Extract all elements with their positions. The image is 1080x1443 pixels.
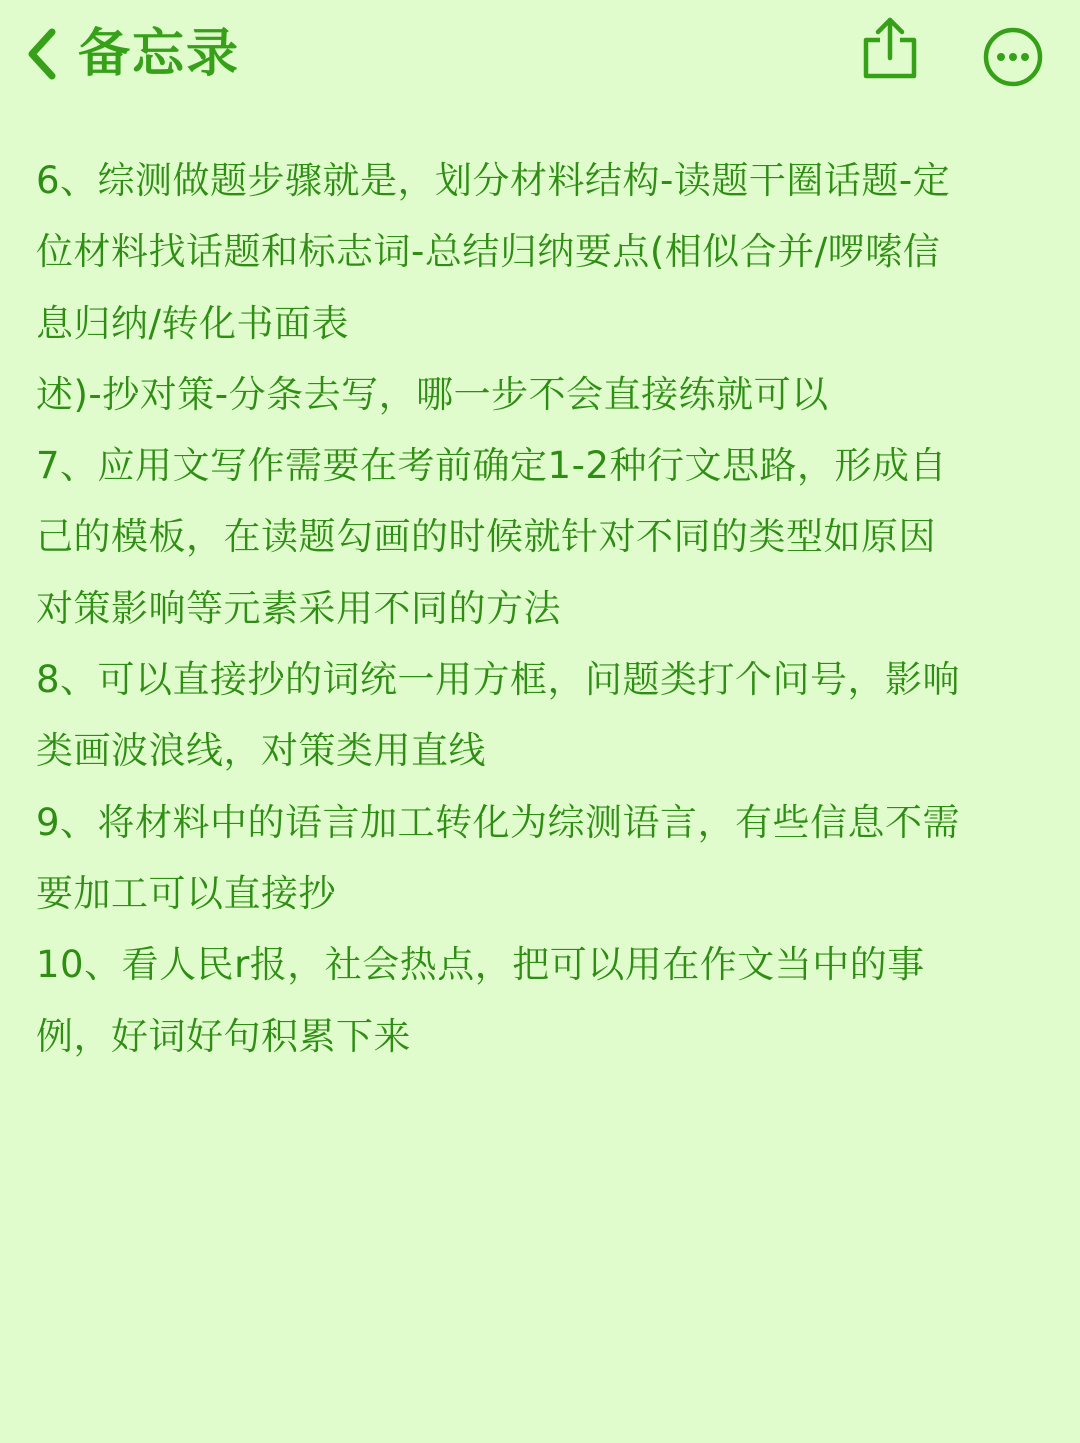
note-line: 己的模板，在读题勾画的时候就针对不同的类型如原因 [36,515,936,559]
note-line: 10、看人民r报，社会热点，把可以用在作文当中的事 [36,943,925,987]
note-line: 要加工可以直接抄 [36,871,336,915]
more-icon [982,26,1044,88]
back-label: 备忘录 [78,24,241,84]
note-body[interactable] [36,145,1046,1072]
note-line: 7、应用文写作需要在考前确定1-2种行文思路，形成自 [36,444,947,488]
note-line: 述)-抄对策-分条去写，哪一步不会直接练就可以 [36,372,829,416]
note-line: 9、将材料中的语言加工转化为综测语言，有些信息不需 [36,800,961,844]
more-button[interactable] [982,26,1044,88]
note-line: 8、可以直接抄的词统一用方框，问题类打个问号，影响 [36,658,961,702]
chevron-left-icon [24,26,58,82]
note-line: 6、综测做题步骤就是，划分材料结构-读题干圈话题-定 [36,159,951,202]
note-line: 位材料找话题和标志词-总结归纳要点(相似合并/啰嗦信 [36,230,941,274]
note-line: 对策影响等元素采用不同的方法 [36,586,561,630]
note-line: 例，好词好句积累下来 [36,1014,411,1058]
note-line: 类画波浪线，对策类用直线 [36,729,486,773]
share-button[interactable] [858,16,922,82]
navigation-bar [0,0,1080,110]
note-line: 息归纳/转化书面表 [36,301,349,345]
back-button[interactable] [24,22,240,86]
share-icon [858,16,922,82]
